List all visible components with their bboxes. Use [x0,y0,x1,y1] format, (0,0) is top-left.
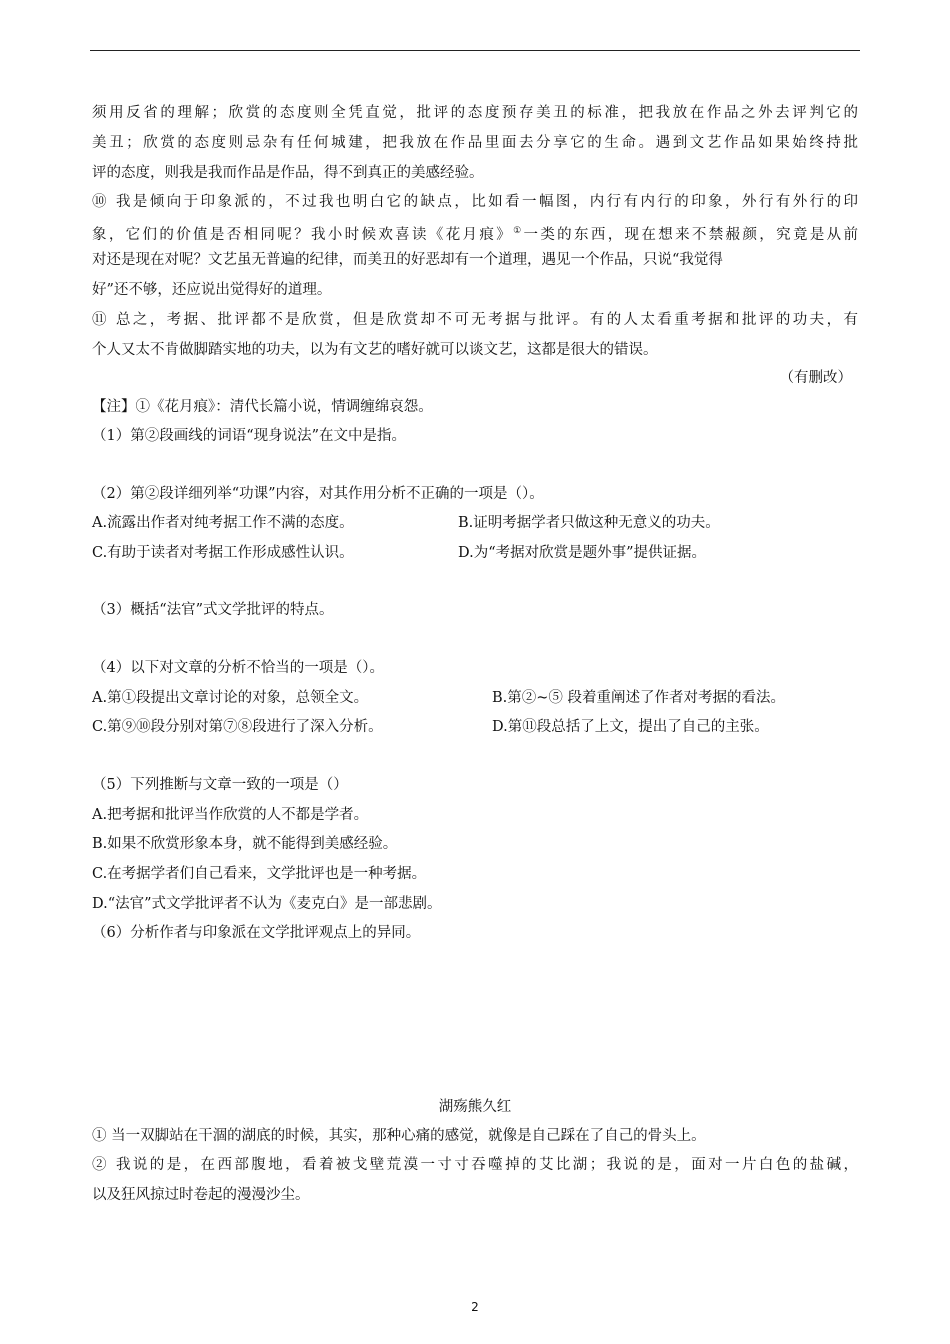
paragraph-10-line: 好”还不够，还应说出觉得好的道理。 [92,282,332,298]
question-5-option-b: B.如果不欣赏形象本身，就不能得到美感经验。 [92,836,398,852]
header-rule [90,50,860,51]
source-note: （有删改） [779,370,852,386]
question-2-option-a: A.流露出作者对纯考据工作不满的态度。 [92,515,354,531]
question-2-option-d: D.为“考据对欣赏是题外事”提供证据。 [458,545,707,561]
paragraph-11-line: 个人又太不肯做脚踏实地的功夫，以为有文艺的嗜好就可以谈文艺，这都是很大的错误。 [92,342,658,358]
question-4-option-a: A.第①段提出文章讨论的对象，总领全文。 [92,690,369,706]
paragraph-10-line: ⑩ 我是倾向于印象派的，不过我也明白它的缺点，比如看一幅图，内行有内行的印象，外行有外行的印 [92,194,858,210]
question-1: （1）第②段画线的词语“现身说法”在文中是指。 [92,428,407,444]
page-number: 2 [471,1300,479,1314]
question-5: （5）下列推断与文章一致的一项是（） [92,777,348,793]
question-3: （3）概括“法官”式文学批评的特点。 [92,602,334,618]
question-5-option-d: D.“法官”式文学批评者不认为《麦克白》是一部悲剧。 [92,896,442,912]
essay-title: 湖殇熊久红 [438,1099,512,1115]
question-5-option-a: A.把考据和批评当作欣赏的人不都是学者。 [92,807,369,823]
passage-line: 美丑；欣赏的态度则忌杂有任何城建，把我放在作品里面去分享它的生命。遇到文艺作品如果始终持批 [92,135,858,151]
question-5-option-c: C.在考据学者们自己看来，文学批评也是一种考据。 [92,866,427,882]
question-4-option-b: B.第②~⑤ 段着重阐述了作者对考据的看法。 [492,690,786,706]
question-4-option-c: C.第⑨⑩段分别对第⑦⑧段进行了深入分析。 [92,719,383,735]
paragraph-10-line: 对还是现在对呢？文艺虽无普遍的纪律，而美丑的好恶却有一个道理，遇见一个作品，只说“我觉得 [92,252,723,268]
question-2: （2）第②段详细列举“功课”内容，对其作用分析不正确的一项是（）。 [92,486,544,502]
passage-line: 评的态度，则我是我而作品是作品，得不到真正的美感经验。 [92,165,484,181]
essay-paragraph-1: ① 当一双脚站在干涸的湖底的时候，其实，那种心痛的感觉，就像是自己踩在了自己的骨头上。 [92,1128,706,1144]
passage-line: 须用反省的理解；欣赏的态度则全凭直觉，批评的态度预存美丑的标准，把我放在作品之外去评判它的 [92,105,858,121]
paragraph-11-line: ⑪ 总之，考据、批评都不是欣赏，但是欣赏却不可无考据与批评。有的人太看重考据和批评的功夫，有 [92,312,858,328]
footnote: 【注】①《花月痕》：清代长篇小说，情调缠绵哀怨。 [92,399,433,415]
footnote-marker: ① [513,226,524,236]
paragraph-10-line: 象，它们的价值是否相同呢？我小时候欢喜读《花月痕》①一类的东西，现在想来不禁赧颜，究竟是从前 [92,226,859,243]
question-2-option-b: B.证明考据学者只做这种无意义的功夫。 [458,515,720,531]
essay-paragraph-2-line: 以及狂风掠过时卷起的漫漫沙尘。 [92,1187,310,1203]
question-4-option-d: D.第⑪段总括了上文，提出了自己的主张。 [492,719,769,735]
question-6: （6）分析作者与印象派在文学批评观点上的异同。 [92,925,421,941]
question-2-option-c: C.有助于读者对考据工作形成感性认识。 [92,545,354,561]
question-4: （4）以下对文章的分析不恰当的一项是（）。 [92,660,384,676]
essay-paragraph-2-line: ② 我说的是，在西部腹地，看着被戈壁荒漠一寸寸吞噬掉的艾比湖；我说的是，面对一片白色的盐碱， [92,1157,858,1173]
